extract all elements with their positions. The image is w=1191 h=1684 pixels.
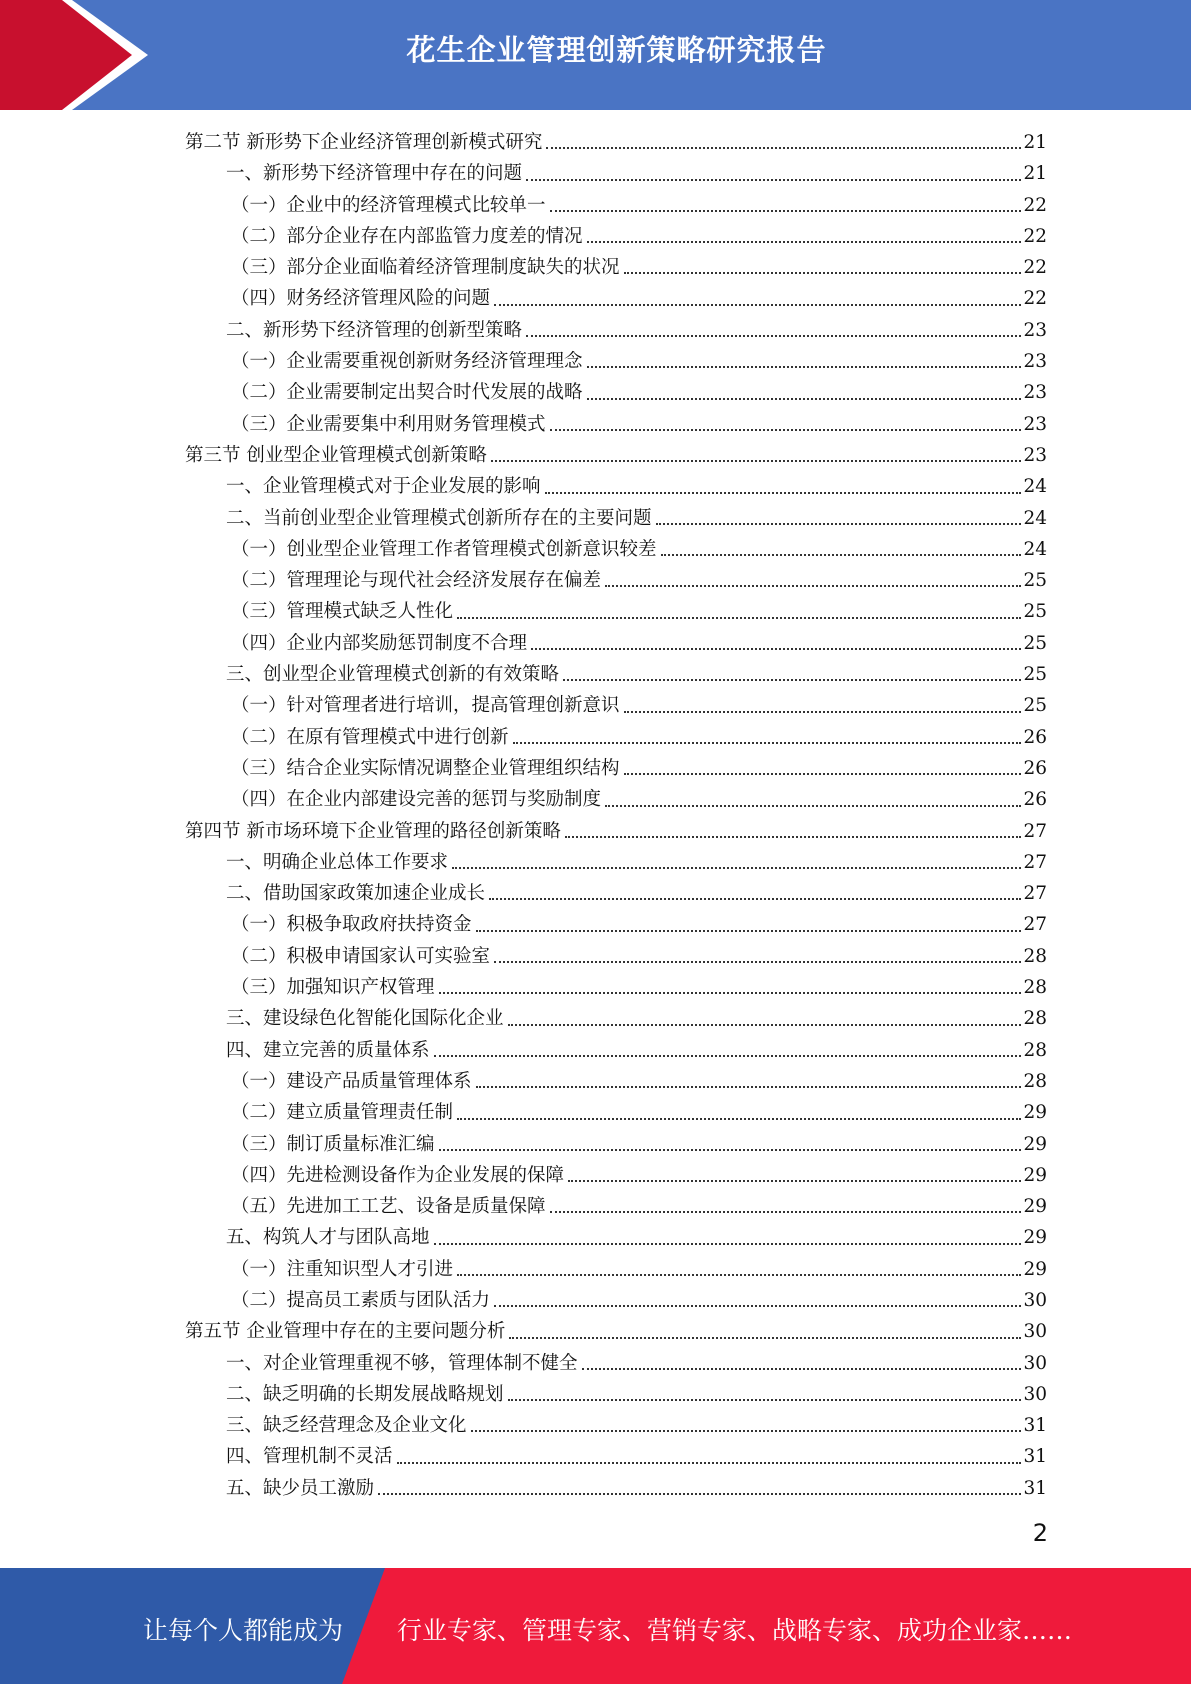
toc-entry[interactable] [185, 534, 1047, 565]
toc-entry-title: （二）建立质量管理责任制 [231, 1102, 454, 1124]
toc-entry-page: 25 [1023, 632, 1047, 654]
toc-entry-title: （三）管理模式缺乏人性化 [231, 601, 454, 623]
toc-entry[interactable] [185, 1191, 1047, 1222]
toc-dot-leader [546, 147, 1021, 149]
toc-entry-title: 二、新形势下经济管理的创新型策略 [226, 319, 523, 341]
toc-dot-leader [508, 1024, 1022, 1026]
toc-entry-title: （二）部分企业存在内部监管力度差的情况 [231, 225, 583, 247]
toc-entry-page: 29 [1023, 1227, 1047, 1249]
toc-entry[interactable] [185, 127, 1047, 158]
toc-entry[interactable] [185, 690, 1047, 721]
toc-entry-title: 三、建设绿色化智能化国际化企业 [226, 1008, 504, 1030]
toc-dot-leader [587, 366, 1022, 368]
toc-dot-leader [550, 1211, 1022, 1213]
toc-entry-title: （二）提高员工素质与团队活力 [231, 1289, 491, 1311]
toc-dot-leader [661, 554, 1022, 556]
table-of-contents [185, 127, 1047, 1504]
toc-entry[interactable] [185, 784, 1047, 815]
toc-dot-leader [494, 961, 1021, 963]
toc-entry-page: 26 [1023, 757, 1047, 779]
toc-dot-leader [563, 679, 1021, 681]
toc-dot-leader [587, 398, 1022, 400]
report-title: 花生企业管理创新策略研究报告 [406, 33, 827, 67]
toc-entry-title: 二、借助国家政策加速企业成长 [226, 883, 486, 905]
toc-entry[interactable] [185, 1348, 1047, 1379]
page-header [0, 0, 1191, 110]
toc-entry-title: 一、明确企业总体工作要求 [226, 851, 449, 873]
toc-entry-title: 第二节 新形势下企业经济管理创新模式研究 [185, 132, 543, 153]
toc-entry-title: 第五节 企业管理中存在的主要问题分析 [185, 1321, 506, 1343]
toc-dot-leader [489, 898, 1021, 900]
toc-entry-page: 25 [1023, 664, 1047, 686]
page-number: 2 [1032, 1519, 1048, 1547]
toc-dot-leader [624, 272, 1022, 274]
toc-entry-page: 31 [1023, 1446, 1047, 1468]
toc-entry-page: 22 [1023, 225, 1047, 247]
toc-dot-leader [509, 1337, 1021, 1339]
toc-entry[interactable] [185, 659, 1047, 690]
toc-entry-title: （一）积极争取政府扶持资金 [231, 914, 472, 936]
toc-entry-page: 31 [1023, 1415, 1047, 1437]
toc-entry-title: （二）管理理论与现代社会经济发展存在偏差 [231, 570, 602, 592]
toc-dot-leader [378, 1493, 1021, 1495]
toc-entry[interactable] [185, 1316, 1047, 1347]
toc-entry-title: （一）注重知识型人才引进 [231, 1258, 454, 1280]
toc-dot-leader [587, 241, 1022, 243]
toc-entry[interactable] [185, 158, 1047, 189]
toc-entry[interactable] [185, 878, 1047, 909]
toc-entry[interactable] [185, 1379, 1047, 1410]
toc-entry-title: （三）部分企业面临着经济管理制度缺失的状况 [231, 257, 620, 279]
toc-entry-page: 30 [1023, 1352, 1047, 1374]
toc-entry[interactable] [185, 1129, 1047, 1160]
toc-entry-page: 29 [1023, 1196, 1047, 1218]
toc-entry-page: 24 [1023, 476, 1047, 498]
toc-dot-leader [494, 304, 1021, 306]
toc-entry-title: （五）先进加工工艺、设备是质量保障 [231, 1196, 546, 1218]
toc-dot-leader [550, 210, 1022, 212]
toc-entry-title: （三）加强知识产权管理 [231, 977, 435, 999]
toc-entry[interactable] [185, 190, 1047, 221]
toc-entry-page: 29 [1023, 1133, 1047, 1155]
toc-entry-title: （四）在企业内部建设完善的惩罚与奖励制度 [231, 789, 602, 811]
page-footer [0, 1568, 1191, 1684]
toc-entry-page: 26 [1023, 726, 1047, 748]
toc-entry-title: 五、缺少员工激励 [226, 1477, 375, 1499]
toc-entry-title: （四）企业内部奖励惩罚制度不合理 [231, 632, 528, 654]
toc-dot-leader [624, 711, 1022, 713]
toc-dot-leader [491, 460, 1022, 462]
toc-entry-title: 二、当前创业型企业管理模式创新所存在的主要问题 [226, 507, 652, 529]
toc-entry-title: 一、对企业管理重视不够，管理体制不健全 [226, 1352, 578, 1374]
toc-entry-page: 23 [1023, 382, 1047, 404]
toc-entry-page: 28 [1023, 1070, 1047, 1092]
toc-entry-page: 31 [1023, 1477, 1047, 1499]
toc-dot-leader [494, 1305, 1021, 1307]
toc-entry[interactable] [185, 471, 1047, 502]
toc-entry[interactable] [185, 972, 1047, 1003]
toc-dot-leader [550, 429, 1022, 431]
toc-entry-page: 23 [1023, 444, 1047, 466]
toc-entry-page: 26 [1023, 789, 1047, 811]
toc-entry[interactable] [185, 847, 1047, 878]
toc-entry[interactable] [185, 503, 1047, 534]
toc-entry[interactable] [185, 283, 1047, 314]
toc-entry[interactable] [185, 1254, 1047, 1285]
toc-entry-page: 22 [1023, 257, 1047, 279]
toc-dot-leader [656, 523, 1022, 525]
toc-entry-title: （三）企业需要集中利用财务管理模式 [231, 413, 546, 435]
toc-entry[interactable] [185, 1410, 1047, 1441]
toc-entry[interactable] [185, 1097, 1047, 1128]
toc-dot-leader [582, 1368, 1022, 1370]
toc-entry-page: 25 [1023, 570, 1047, 592]
toc-entry-title: （三）制订质量标准汇编 [231, 1133, 435, 1155]
toc-dot-leader [605, 585, 1021, 587]
toc-dot-leader [568, 1180, 1021, 1182]
toc-dot-leader [624, 773, 1022, 775]
toc-entry-page: 27 [1023, 820, 1047, 842]
toc-entry[interactable] [185, 377, 1047, 408]
toc-entry[interactable] [185, 252, 1047, 283]
toc-entry[interactable] [185, 1003, 1047, 1034]
toc-entry-title: （二）在原有管理模式中进行创新 [231, 726, 509, 748]
toc-dot-leader [526, 179, 1021, 181]
toc-entry[interactable] [185, 1160, 1047, 1191]
toc-entry-title: 四、建立完善的质量体系 [226, 1039, 430, 1061]
toc-dot-leader [434, 1055, 1022, 1057]
toc-dot-leader [531, 648, 1021, 650]
toc-entry-title: 一、新形势下经济管理中存在的问题 [226, 163, 523, 185]
toc-entry-title: （一）针对管理者进行培训，提高管理创新意识 [231, 695, 620, 717]
toc-entry-page: 23 [1023, 319, 1047, 341]
toc-entry[interactable] [185, 596, 1047, 627]
toc-entry-page: 28 [1023, 977, 1047, 999]
toc-entry-page: 28 [1023, 1039, 1047, 1061]
toc-entry-page: 30 [1023, 1289, 1047, 1311]
toc-dot-leader [605, 805, 1021, 807]
toc-dot-leader [452, 867, 1021, 869]
toc-entry-page: 21 [1023, 132, 1047, 153]
toc-entry-title: （二）企业需要制定出契合时代发展的战略 [231, 382, 583, 404]
toc-entry-page: 29 [1023, 1102, 1047, 1124]
toc-entry[interactable] [185, 315, 1047, 346]
toc-dot-leader [434, 1243, 1022, 1245]
toc-entry-page: 25 [1023, 695, 1047, 717]
toc-entry-page: 27 [1023, 851, 1047, 873]
toc-entry[interactable] [185, 941, 1047, 972]
toc-dot-leader [439, 992, 1022, 994]
toc-entry[interactable] [185, 1473, 1047, 1504]
toc-entry-title: 三、缺乏经营理念及企业文化 [226, 1415, 467, 1437]
toc-entry-page: 28 [1023, 945, 1047, 967]
toc-entry[interactable] [185, 816, 1047, 847]
toc-dot-leader [471, 1430, 1022, 1432]
toc-entry-title: （一）创业型企业管理工作者管理模式创新意识较差 [231, 538, 657, 560]
toc-entry-title: 第四节 新市场环境下企业管理的路径创新策略 [185, 820, 561, 842]
toc-entry-page: 24 [1023, 538, 1047, 560]
toc-entry-title: 一、企业管理模式对于企业发展的影响 [226, 476, 541, 498]
toc-entry-page: 27 [1023, 883, 1047, 905]
toc-entry-page: 28 [1023, 1008, 1047, 1030]
toc-entry[interactable] [185, 440, 1047, 471]
toc-entry-page: 21 [1023, 163, 1047, 185]
toc-dot-leader [508, 1399, 1022, 1401]
toc-entry[interactable] [185, 221, 1047, 252]
toc-entry-page: 22 [1023, 194, 1047, 216]
toc-entry[interactable] [185, 409, 1047, 440]
toc-entry[interactable] [185, 1222, 1047, 1253]
toc-entry[interactable] [185, 1441, 1047, 1472]
footer-slogan-left: 让每个人都能成为 [143, 1616, 344, 1645]
toc-dot-leader [513, 742, 1022, 744]
footer-slogan-right: 行业专家、管理专家、营销专家、战略专家、成功企业家…… [397, 1616, 1073, 1645]
toc-entry-title: （一）企业中的经济管理模式比较单一 [231, 194, 546, 216]
toc-entry-title: 第三节 创业型企业管理模式创新策略 [185, 444, 487, 466]
toc-entry-page: 25 [1023, 601, 1047, 623]
toc-dot-leader [476, 1086, 1022, 1088]
toc-entry-page: 30 [1023, 1383, 1047, 1405]
toc-entry-page: 22 [1023, 288, 1047, 310]
toc-entry-title: 三、创业型企业管理模式创新的有效策略 [226, 664, 560, 686]
toc-entry-title: 四、管理机制不灵活 [226, 1446, 393, 1468]
toc-entry-title: （三）结合企业实际情况调整企业管理组织结构 [231, 757, 620, 779]
toc-entry-title: 五、构筑人才与团队高地 [226, 1227, 430, 1249]
toc-entry-page: 24 [1023, 507, 1047, 529]
toc-dot-leader [565, 836, 1022, 838]
toc-dot-leader [439, 1149, 1022, 1151]
toc-dot-leader [476, 930, 1022, 932]
toc-entry[interactable] [185, 346, 1047, 377]
toc-entry-title: （四）先进检测设备作为企业发展的保障 [231, 1164, 565, 1186]
toc-entry[interactable] [185, 1285, 1047, 1316]
toc-entry[interactable] [185, 722, 1047, 753]
toc-entry-page: 23 [1023, 413, 1047, 435]
toc-dot-leader [526, 335, 1021, 337]
toc-dot-leader [545, 492, 1022, 494]
toc-entry[interactable] [185, 753, 1047, 784]
toc-dot-leader [457, 617, 1021, 619]
toc-entry-page: 30 [1023, 1321, 1047, 1343]
toc-entry[interactable] [185, 565, 1047, 596]
toc-entry-title: （一）企业需要重视创新财务经济管理理念 [231, 351, 583, 373]
toc-entry-page: 29 [1023, 1164, 1047, 1186]
toc-entry-title: 二、缺乏明确的长期发展战略规划 [226, 1383, 504, 1405]
toc-dot-leader [457, 1118, 1021, 1120]
toc-entry-title: （一）建设产品质量管理体系 [231, 1070, 472, 1092]
toc-entry-page: 29 [1023, 1258, 1047, 1280]
toc-dot-leader [397, 1462, 1022, 1464]
toc-entry[interactable] [185, 909, 1047, 940]
toc-entry[interactable] [185, 1035, 1047, 1066]
toc-entry[interactable] [185, 628, 1047, 659]
toc-entry[interactable] [185, 1066, 1047, 1097]
toc-entry-page: 27 [1023, 914, 1047, 936]
toc-entry-title: （四）财务经济管理风险的问题 [231, 288, 491, 310]
toc-entry-title: （二）积极申请国家认可实验室 [231, 945, 491, 967]
toc-dot-leader [457, 1274, 1021, 1276]
toc-entry-page: 23 [1023, 351, 1047, 373]
